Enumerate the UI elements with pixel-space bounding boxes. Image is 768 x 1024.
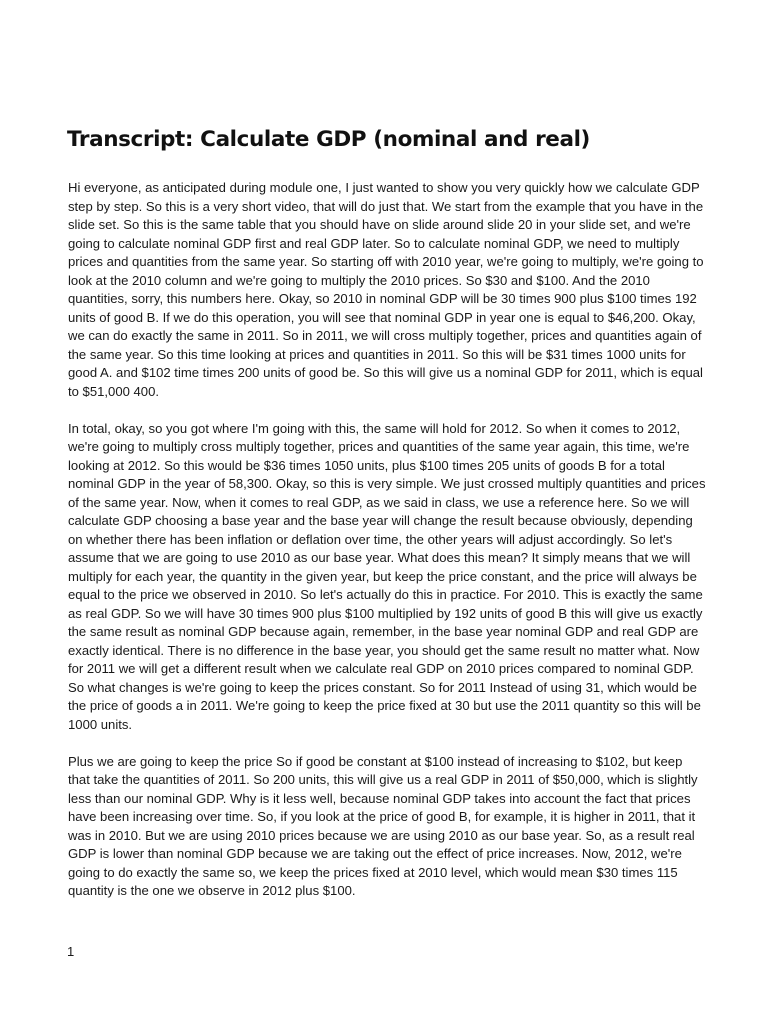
transcript-body xyxy=(68,179,706,919)
paragraph: In total, okay, so you got where I'm going with this, the same will hold for 2012. So when it comes to 2012, we're going to multiply cross multiply together, prices and quantities of the same year again, this time, we're looking at 2012. So this would be $36 times 1050 units, plus $100 times 205 units of goods B for a total nominal GDP in the year of 58,300. Okay, so this is very simple. We just crossed multiply quantities and prices of the same year. Now, when it comes to real GDP, as we said in class, we use a reference here. So we will calculate GDP choosing a base year and the base year will change the result because obviously, depending on whether there has been inflation or deflation over time, the other years will adjust accordingly. So let's assume that we are going to use 2010 as our base year. What does this mean? It simply means that we will multiply for each year, the quantity in the given year, but keep the price constant, and the price will always be equal to the price we observed in 2010. So let's actually do this in practice. For 2010. This is exactly the same as real GDP. So we will have 30 times 900 plus $100 multiplied by 192 units of good B this will give us exactly the same result as nominal GDP because again, remember, in the base year nominal GDP and real GDP are exactly identical. There is no difference in the base year, you should get the same result no matter what. Now for 2011 we will get a different result when we calculate real GDP on 2010 prices compared to nominal GDP. So what changes is we're going to keep the prices constant. So for 2011 Instead of using 31, which would be the price of goods a in 2011. We're going to keep the price fixed at 30 but use the 2011 quantity so this will be 1000 units. xyxy=(68,420,706,732)
document-title: Transcript: Calculate GDP (nominal and real) xyxy=(67,127,590,152)
paragraph: Plus we are going to keep the price So if good be constant at $100 instead of increasing to $102, but keep that take the quantities of 2011. So 200 units, this will give us a real GDP in 2011 of $50,000, which is slightly less than our nominal GDP. Why is it less well, because nominal GDP takes into account the fact that prices have been increasing over time. So, if you look at the price of good B, for example, it is higher in 2011, that it was in 2010. But we are using 2010 prices because we are using 2010 as our base year. So, as a result real GDP is lower than nominal GDP because we are taking out the effect of price increases. Now, 2012, we're going to do exactly the same so, we keep the prices fixed at 2010 level, which would mean $30 times 115 quantity is the one we observe in 2012 plus $100. xyxy=(68,753,698,898)
paragraph: Hi everyone, as anticipated during module one, I just wanted to show you very quickly how we calculate GDP step by step. So this is a very short video, that will do just that. We start from the example that you have in the slide set. So this is the same table that you should have on slide around slide 20 in your slide set, and we're going to calculate nominal GDP first and real GDP later. So to calculate nominal GDP, we need to multiply prices and quantities from the same year. So starting off with 2010 year, we're going to multiply, we're going to look at the 2010 column and we're going to multiply the 2010 prices. So $30 and $100. And the 2010 quantities, sorry, this numbers here. Okay, so 2010 in nominal GDP will be 30 times 900 plus $100 times 192 units of good B. If we do this operation, you will see that nominal GDP in year one is equal to $46,200. Okay, we can do exactly the same in 2011. So in 2011, we will cross multiply together, prices and quantities again of the same year. So this time looking at prices and quantities in 2011. So this will be $31 times 1000 units for good A. and $102 time times 200 units of good be. So this will give us a nominal GDP for 2011, which is equal to $51,000 400. xyxy=(68,180,704,399)
page-number: 1 xyxy=(67,944,75,959)
